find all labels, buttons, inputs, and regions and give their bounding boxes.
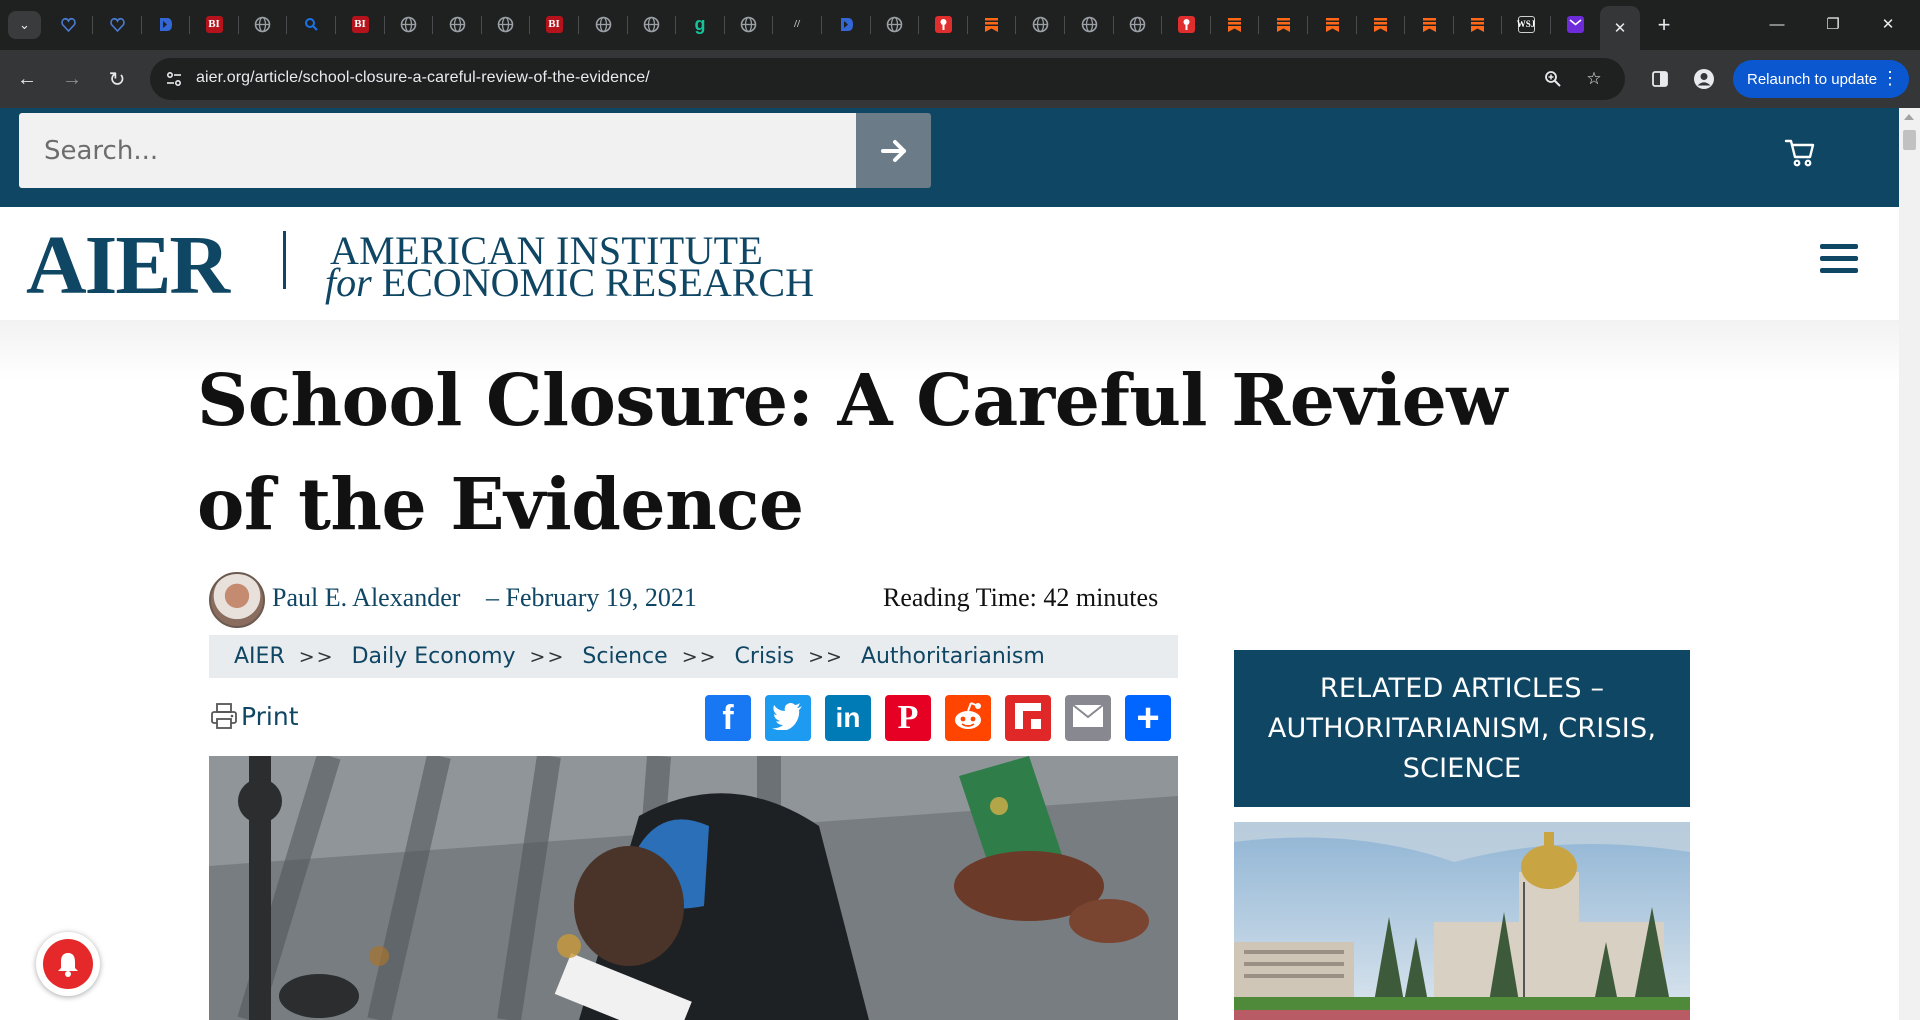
search-icon <box>303 16 320 33</box>
breadcrumb-separator: >> <box>808 645 844 668</box>
url-text[interactable]: aier.org/article/school-closure-a-careful-review-of-the-evidence/ <box>196 69 650 86</box>
substack-icon <box>1324 16 1341 33</box>
tab-separator <box>1161 16 1162 34</box>
browser-tab[interactable] <box>396 12 420 36</box>
globe-icon <box>886 16 903 33</box>
substack-icon <box>1421 16 1438 33</box>
breadcrumb-item[interactable]: Authoritarianism <box>860 644 1045 669</box>
browser-tab[interactable] <box>56 12 80 36</box>
browser-tab[interactable] <box>299 12 323 36</box>
print-button[interactable] <box>209 701 299 731</box>
twitter-icon <box>772 702 804 735</box>
browser-toolbar <box>0 50 1920 108</box>
globe-icon <box>595 16 612 33</box>
browser-tab[interactable] <box>639 12 663 36</box>
tab-separator <box>772 16 773 34</box>
heart-outline-icon <box>109 16 126 33</box>
zoom-icon[interactable] <box>1541 67 1565 91</box>
tab-separator <box>675 16 676 34</box>
bookmark-star-icon[interactable]: ☆ <box>1586 69 1602 88</box>
tab-separator <box>529 16 530 34</box>
breadcrumb-item[interactable]: Crisis <box>734 644 795 669</box>
relaunch-to-update-button[interactable] <box>1733 60 1909 98</box>
browser-tab[interactable] <box>834 12 858 36</box>
browser-tab[interactable] <box>493 12 517 36</box>
breadcrumb-separator: >> <box>681 645 718 668</box>
reddit-share-button[interactable] <box>945 695 991 741</box>
scrollbar-thumb[interactable] <box>1903 130 1916 150</box>
printer-icon <box>209 701 239 731</box>
flipboard-share-button[interactable] <box>1005 695 1051 741</box>
minimize-button[interactable]: — <box>1769 15 1785 33</box>
browser-tab[interactable] <box>882 12 906 36</box>
article-hero-image <box>209 756 1178 1020</box>
wsj-icon: WSJ <box>1518 16 1535 33</box>
profile-avatar-icon[interactable] <box>1690 65 1718 93</box>
author-link[interactable]: Paul E. Alexander <box>272 583 461 612</box>
browser-tab[interactable] <box>785 12 809 36</box>
browser-tab[interactable] <box>1174 12 1198 36</box>
globe-icon <box>497 16 514 33</box>
tab-separator <box>1550 16 1551 34</box>
tab-separator <box>1404 16 1405 34</box>
tab-search-button[interactable]: ⌄ <box>8 11 41 39</box>
email-share-button[interactable] <box>1065 695 1111 741</box>
browser-tab[interactable] <box>688 12 712 36</box>
business-insider-icon: BI <box>352 16 369 33</box>
browser-tab[interactable] <box>542 12 566 36</box>
site-header <box>0 207 1899 320</box>
browser-tab[interactable] <box>1514 12 1538 36</box>
globe-icon <box>400 16 417 33</box>
logo-mark: AIER <box>26 219 229 312</box>
breadcrumb-separator: >> <box>298 645 335 668</box>
facebook-icon: f <box>722 698 734 737</box>
browser-tab[interactable] <box>931 12 955 36</box>
browser-tab[interactable] <box>979 12 1003 36</box>
shopping-cart-icon[interactable] <box>1784 136 1816 168</box>
arrow-right-icon <box>879 136 909 166</box>
substack-icon <box>1469 16 1486 33</box>
browser-tab[interactable] <box>202 12 226 36</box>
facebook-share-button[interactable] <box>705 695 751 741</box>
browser-tab[interactable] <box>105 12 129 36</box>
pinterest-share-button[interactable] <box>885 695 931 741</box>
twitter-share-button[interactable] <box>765 695 811 741</box>
browser-tab[interactable] <box>1320 12 1344 36</box>
tab-separator <box>1258 16 1259 34</box>
browser-tab[interactable] <box>1028 12 1052 36</box>
hamburger-menu-icon[interactable] <box>1820 244 1858 274</box>
substack-icon <box>1226 16 1243 33</box>
tab-separator <box>238 16 239 34</box>
tab-separator <box>1307 16 1308 34</box>
print-label: Print <box>241 701 299 731</box>
forward-button[interactable]: → <box>62 67 82 90</box>
tab-separator <box>432 16 433 34</box>
back-button[interactable]: ← <box>17 67 37 90</box>
author-avatar[interactable] <box>209 572 265 628</box>
linkedin-share-button[interactable] <box>825 695 871 741</box>
reddit-icon <box>951 701 985 736</box>
globe-icon <box>254 16 271 33</box>
active-tab[interactable] <box>1600 6 1640 50</box>
linkedin-icon: in <box>835 702 861 733</box>
tab-separator <box>286 16 287 34</box>
red-alert-icon <box>935 16 952 33</box>
bookmark-d-icon <box>157 16 174 33</box>
red-alert-icon <box>1178 16 1195 33</box>
share-buttons <box>705 695 1185 743</box>
search-submit-button[interactable] <box>856 113 931 188</box>
tab-separator <box>1113 16 1114 34</box>
tab-separator <box>1501 16 1502 34</box>
tab-separator <box>1064 16 1065 34</box>
logo-line-2-rest: ECONOMIC RESEARCH <box>381 260 814 305</box>
bell-icon <box>53 949 83 979</box>
tab-separator <box>481 16 482 34</box>
scroll-up-arrow-icon[interactable] <box>1904 114 1914 120</box>
site-info-icon[interactable] <box>162 67 186 91</box>
slash-logo-icon: // <box>793 18 801 30</box>
browser-tab-strip <box>0 0 1920 50</box>
article-title: School Closure: A Careful Review of the Evidence <box>197 358 1507 546</box>
related-articles-heading: RELATED ARTICLES – AUTHORITARIANISM, CRISIS, SCIENCE <box>1234 650 1690 807</box>
browser-tab[interactable] <box>1417 12 1441 36</box>
reading-time: Reading Time: 42 minutes <box>883 583 1159 612</box>
tab-separator <box>578 16 579 34</box>
pinterest-icon: P <box>897 699 919 736</box>
breadcrumb-item[interactable]: Science <box>582 644 668 669</box>
grammarly-icon: g <box>694 13 706 34</box>
purple-envelope-icon <box>1567 16 1584 33</box>
browser-tab[interactable] <box>1368 12 1392 36</box>
tab-separator <box>141 16 142 34</box>
breadcrumb-item[interactable]: Daily Economy <box>351 644 516 669</box>
logo-line-2 <box>325 259 814 306</box>
browser-tab[interactable] <box>736 12 760 36</box>
browser-tab[interactable] <box>1125 12 1149 36</box>
side-panel-icon[interactable] <box>1646 65 1674 93</box>
tab-separator <box>627 16 628 34</box>
business-insider-icon: BI <box>206 16 223 33</box>
globe-icon <box>1032 16 1049 33</box>
tab-separator <box>724 16 725 34</box>
substack-icon <box>1372 16 1389 33</box>
globe-icon <box>740 16 757 33</box>
tab-separator <box>1210 16 1211 34</box>
page-scrollbar[interactable] <box>1899 108 1920 1020</box>
publish-date: – February 19, 2021 <box>486 583 697 612</box>
web-page <box>0 108 1899 1020</box>
browser-tab[interactable] <box>1077 12 1101 36</box>
tab-separator <box>92 16 93 34</box>
notification-bell-button[interactable] <box>36 932 100 996</box>
logo-line-1: AMERICAN INSTITUTE <box>330 228 764 273</box>
substack-icon <box>1275 16 1292 33</box>
close-window-button[interactable]: ✕ <box>1881 16 1895 33</box>
share-share-button[interactable] <box>1125 695 1171 741</box>
site-search-bar <box>0 108 1899 207</box>
tab-separator <box>918 16 919 34</box>
reload-button[interactable]: ↻ <box>108 68 126 91</box>
breadcrumb <box>209 635 1178 678</box>
tab-separator <box>189 16 190 34</box>
site-search-input[interactable] <box>19 113 856 188</box>
logo-for-text: for <box>325 260 372 305</box>
tab-separator <box>870 16 871 34</box>
browser-tab[interactable] <box>250 12 274 36</box>
bookmark-d-icon <box>838 16 855 33</box>
tab-separator <box>384 16 385 34</box>
new-tab-button[interactable]: + <box>1657 12 1671 37</box>
tab-separator <box>335 16 336 34</box>
browser-tab[interactable] <box>1222 12 1246 36</box>
browser-tab[interactable] <box>1563 12 1587 36</box>
browser-tab[interactable] <box>591 12 615 36</box>
logo-divider <box>283 231 286 289</box>
more-menu-icon[interactable]: ⋮ <box>1881 68 1899 88</box>
email-icon <box>1072 704 1104 733</box>
browser-tab[interactable] <box>1465 12 1489 36</box>
share-plus-icon: + <box>1136 695 1160 740</box>
browser-tab[interactable] <box>153 12 177 36</box>
browser-tab[interactable] <box>445 12 469 36</box>
globe-icon <box>1129 16 1146 33</box>
relaunch-label: Relaunch to update <box>1747 70 1878 88</box>
browser-tab[interactable] <box>348 12 372 36</box>
globe-icon <box>643 16 660 33</box>
tab-separator <box>821 16 822 34</box>
related-article-image[interactable] <box>1234 822 1690 1020</box>
heart-outline-icon <box>60 16 77 33</box>
globe-icon <box>449 16 466 33</box>
tab-separator <box>1015 16 1016 34</box>
globe-icon <box>1081 16 1098 33</box>
browser-tab[interactable] <box>1271 12 1295 36</box>
restore-button[interactable]: ❐ <box>1826 16 1840 33</box>
close-tab-icon[interactable]: ✕ <box>1613 20 1627 37</box>
substack-icon <box>983 16 1000 33</box>
tab-separator <box>1356 16 1357 34</box>
business-insider-icon: BI <box>546 16 563 33</box>
address-bar[interactable] <box>150 58 1625 100</box>
tab-separator <box>1453 16 1454 34</box>
flipboard-icon <box>1012 700 1044 737</box>
breadcrumb-separator: >> <box>529 645 566 668</box>
breadcrumb-item[interactable]: AIER <box>234 644 285 669</box>
tab-separator <box>967 16 968 34</box>
